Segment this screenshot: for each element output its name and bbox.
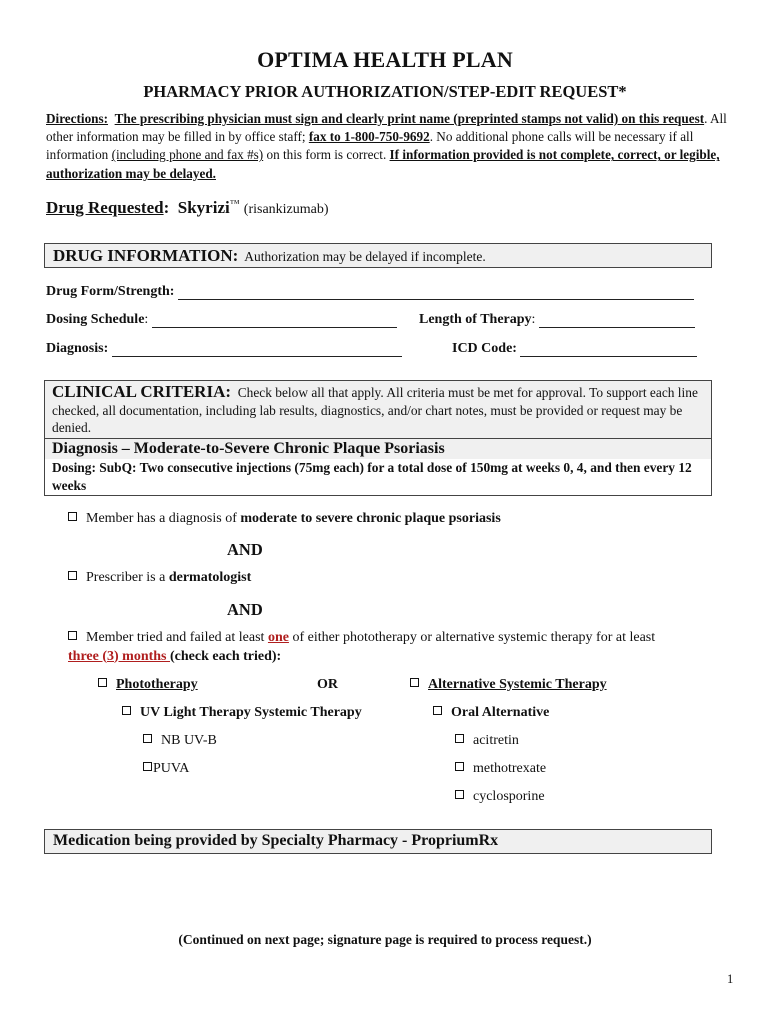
form-title: OPTIMA HEALTH PLAN	[257, 47, 513, 72]
length-of-therapy-label: Length of Therapy	[419, 312, 532, 327]
drug-info-note: Authorization may be delayed if incomplete.	[244, 249, 486, 264]
including-note: (including phone and fax #s)	[111, 147, 264, 163]
checkbox-icon[interactable]	[455, 762, 464, 771]
and-connector: AND	[227, 600, 263, 619]
drug-info-header	[44, 243, 712, 268]
checkbox-icon[interactable]	[143, 734, 152, 743]
form-strength-input[interactable]	[178, 286, 694, 300]
directions	[46, 110, 736, 183]
checkbox-icon[interactable]	[122, 706, 131, 715]
form-subtitle: PHARMACY PRIOR AUTHORIZATION/STEP-EDIT REQUEST*	[143, 82, 627, 101]
option-methotrexate[interactable]: methotrexate	[455, 761, 546, 777]
directions-label: Directions:	[46, 111, 109, 126]
option-cyclosporine[interactable]: cyclosporine	[455, 789, 545, 805]
option-acitretin[interactable]: acitretin	[455, 733, 519, 749]
specialty-pharmacy-box: Medication being provided by Specialty Pharmacy - PropriumRx	[44, 829, 712, 854]
clinical-criteria-header	[45, 381, 711, 439]
drug-generic: (risankizumab)	[243, 202, 329, 217]
checkbox-icon[interactable]	[68, 631, 77, 640]
diagnosis-row	[46, 341, 402, 357]
checkbox-icon[interactable]	[68, 512, 77, 521]
drug-info-heading: DRUG INFORMATION:	[53, 246, 239, 265]
option-phototherapy[interactable]: Phototherapy	[98, 677, 198, 693]
option-nb-uvb[interactable]: NB UV-B	[143, 733, 217, 749]
criterion-diagnosis[interactable]: Member has a diagnosis of moderate to severe chronic plaque psoriasis	[68, 511, 501, 527]
and-connector: AND	[227, 540, 263, 559]
delay-warning: If information provided is not complete, correct, or legible, authorization may be delayed.	[46, 147, 720, 181]
checkbox-icon[interactable]	[433, 706, 442, 715]
length-of-therapy-input[interactable]	[539, 314, 695, 328]
icd-code-input[interactable]	[520, 343, 697, 357]
icd-code-label: ICD Code:	[452, 341, 517, 356]
option-uv-light[interactable]: UV Light Therapy Systemic Therapy	[122, 705, 362, 721]
dosing-schedule-label: Dosing Schedule	[46, 312, 145, 327]
phone-note: . No additional phone calls will be necessary if all information	[46, 129, 694, 163]
diagnosis-title: Diagnosis – Moderate-to-Severe Chronic Plaque Psoriasis	[45, 439, 711, 459]
drug-requested: Drug Requested: Skyrizi™ (risankizumab)	[46, 198, 329, 217]
checkbox-icon[interactable]	[98, 678, 107, 687]
trademark: ™	[229, 198, 240, 210]
form-strength-label: Drug Form/Strength:	[46, 284, 175, 299]
criterion-prescriber[interactable]: Prescriber is a dermatologist	[68, 570, 251, 586]
sign-requirement: The prescribing physician must sign and clearly print name (preprinted stamps not valid) on this request	[114, 111, 705, 126]
staff-note: . All other information may be filled in by office staff;	[46, 111, 727, 145]
icd-code-row	[452, 341, 697, 357]
continued-note: (Continued on next page; signature page is required to process request.)	[178, 932, 592, 947]
checkbox-icon[interactable]	[143, 762, 152, 771]
drug-requested-label: Drug Requested	[46, 198, 164, 217]
drug-name: Skyrizi	[177, 198, 230, 217]
or-connector: OR	[317, 677, 338, 692]
checkbox-icon[interactable]	[410, 678, 419, 687]
option-alt-systemic[interactable]: Alternative Systemic Therapy	[410, 677, 607, 693]
diagnosis-input[interactable]	[112, 343, 402, 357]
checkbox-icon[interactable]	[68, 571, 77, 580]
length-of-therapy-row: Length of Therapy:	[419, 312, 695, 328]
dosing-text: Dosing: SubQ: Two consecutive injections (75mg each) for a total dose of 150mg at weeks 0, 4, and then every 12 weeks	[52, 459, 692, 493]
page-number: 1	[727, 972, 734, 986]
one-highlight: one	[267, 630, 289, 645]
diagnosis-label: Diagnosis:	[46, 341, 109, 356]
dosing-schedule-row: Dosing Schedule:	[46, 312, 397, 328]
clinical-criteria-heading: CLINICAL CRITERIA:	[52, 382, 232, 401]
option-puva[interactable]: PUVA	[143, 761, 189, 777]
checkbox-icon[interactable]	[455, 734, 464, 743]
dosing-schedule-input[interactable]	[152, 314, 397, 328]
clinical-criteria-intro: Check below all that apply. All criteria must be met for approval. To support each line checked, all documentation, including lab results, diagnostics, and/or chart notes, must be provided or request may be denied.	[52, 385, 698, 435]
fax-number: fax to 1-800-750-9692	[308, 129, 430, 145]
checkbox-icon[interactable]	[455, 790, 464, 799]
correct-note: on this form is correct.	[263, 147, 390, 163]
three-months-highlight: three (3) months	[68, 648, 171, 664]
option-oral-alternative[interactable]: Oral Alternative	[433, 705, 549, 721]
form-strength-row	[46, 284, 694, 300]
criterion-tried-failed[interactable]: Member tried and failed at least one of either phototherapy or alternative systemic therapy for at least three (3) months (check each tried):	[68, 630, 656, 664]
clinical-criteria-box	[44, 380, 712, 496]
